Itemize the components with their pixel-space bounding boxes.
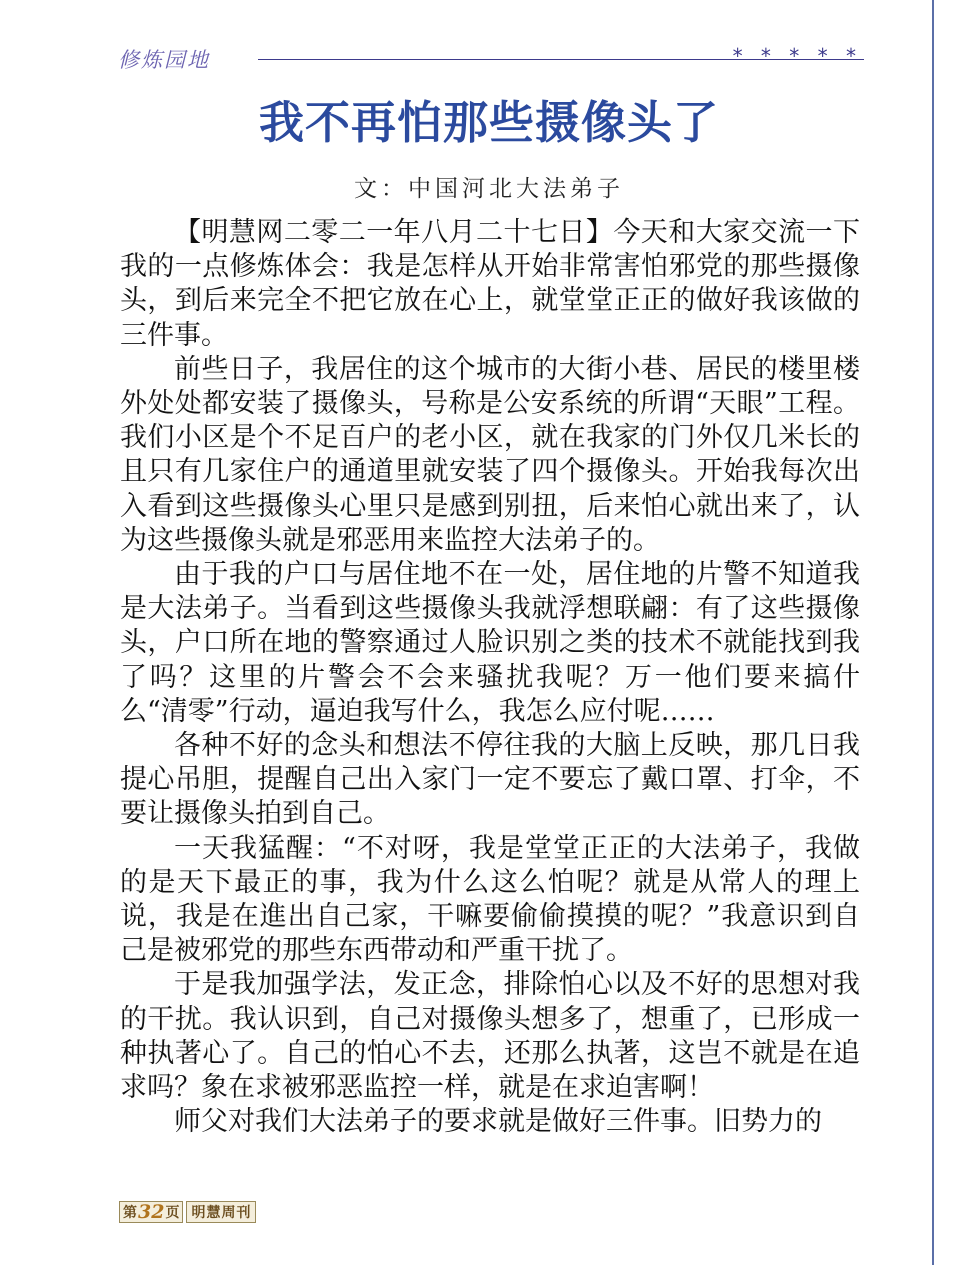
article-body: [120, 216, 860, 1139]
page-footer: [119, 1201, 256, 1223]
paragraph: 于是我加强学法，发正念，排除怕心以及不好的思想对我的干扰。我认识到，自己对摄像头想多了，想重了，已形成一种执著心了。自己的怕心不去，还那么执著，这岂不就是在追求吗？象在求被邪恶监控一样，就是在求迫害啊！: [120, 969, 860, 1104]
paragraph: 各种不好的念头和想法不停往我的大脑上反映，那几日我提心吊胆，提醒自己出入家门一定不要忘了戴口罩、打伞，不要让摄像头拍到自己。: [120, 730, 860, 830]
section-label: 修炼园地: [118, 48, 210, 72]
magazine-name: 明慧周刊: [186, 1201, 256, 1223]
paragraph: 由于我的户口与居住地不在一处，居住地的片警不知道我是大法弟子。当看到这些摄像头我就浮想联翩：有了这些摄像头，户口所在地的警察通过人脸识别之类的技术不就能找到我了吗？这里的片警会不会来骚扰我呢？万一他们要来搞什么“清零”行动，逼迫我写什么，我怎么应付呢……: [120, 559, 860, 727]
page-number-badge: [119, 1201, 183, 1223]
paragraph: 前些日子，我居住的这个城市的大街小巷、居民的楼里楼外处处都安装了摄像头，号称是公安系统的所谓“天眼”工程。我们小区是个不足百户的老小区，就在我家的门外仅几米长的且只有几家住户的通道里就安装了四个摄像头。开始我每次出入看到这些摄像头心里只是感到别扭，后来怕心就出来了，认为这些摄像头就是邪恶用来监控大法弟子的。: [120, 353, 860, 556]
article-title: 我不再怕那些摄像头了: [258, 96, 719, 149]
header-stars: * * * * *: [732, 44, 862, 68]
article-byline: 文：中国河北大法弟子: [354, 176, 624, 202]
page-suffix: 页: [165, 1205, 180, 1221]
paragraph: 一天我猛醒：“不对呀，我是堂堂正正的大法弟子，我做的是天下最正的事，我为什么这么怕呢？就是从常人的理上说，我是在進出自己家，干嘛要偷偷摸摸的呢？”我意识到自己是被邪党的那些东西带动和严重干扰了。: [120, 832, 860, 967]
page-header: [118, 44, 862, 76]
paragraph: 【明慧网二零二一年八月二十七日】今天和大家交流一下我的一点修炼体会：我是怎样从开始非常害怕邪党的那些摄像头，到后来完全不把它放在心上，就堂堂正正的做好我该做的三件事。: [120, 217, 860, 351]
page-number: 32: [138, 1201, 165, 1223]
paragraph: 师父对我们大法弟子的要求就是做好三件事。旧势力的: [174, 1106, 822, 1138]
page-prefix: 第: [123, 1205, 137, 1221]
